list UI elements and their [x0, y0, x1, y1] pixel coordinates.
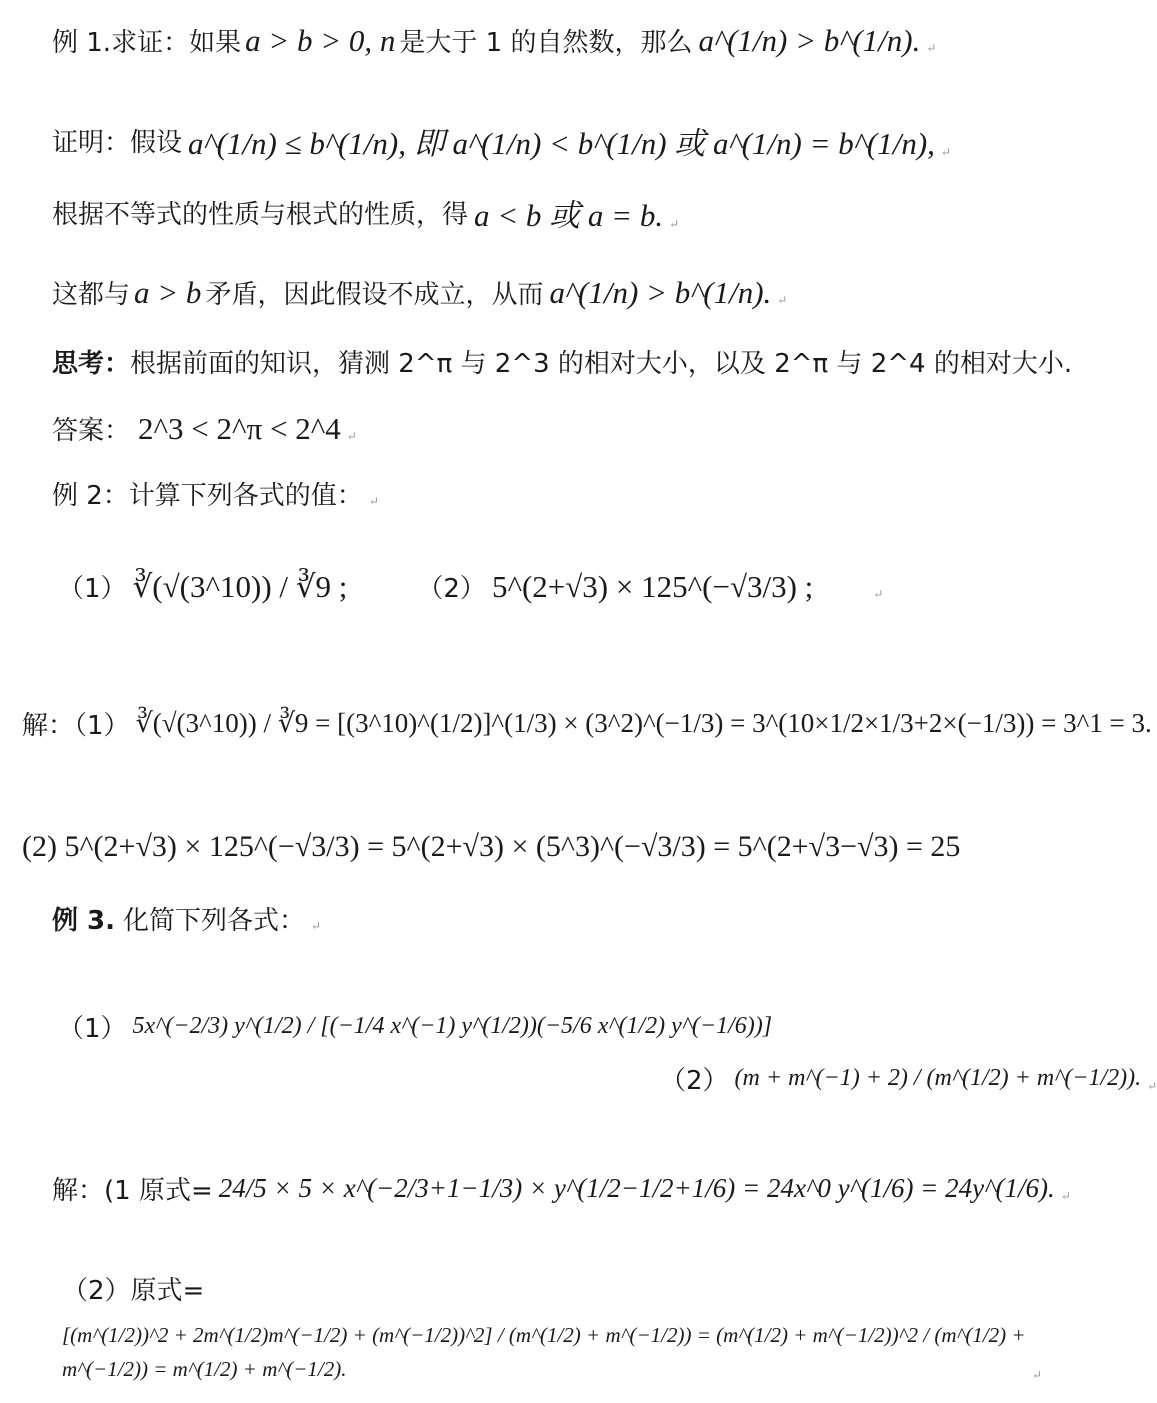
ex2-sol2-expr: (2) 5^(2+√3) × 125^(−√3/3) = 5^(2+√3) × (5^3)^(−√3/3) = 5^(2+√3−√3) = 25 [22, 830, 961, 863]
think-text: 根据前面的知识，猜测 2^π 与 2^3 的相对大小，以及 2^π 与 2^4 的相对大小. [130, 349, 1073, 379]
think-line [52, 343, 1072, 380]
ex2-sol1-label: 解：（1） [22, 711, 130, 741]
answer-math: 2^3 < 2^π < 2^4 [138, 410, 341, 446]
ex2-q2-expr: 5^(2+√3) × 125^(−√3/3) ; [491, 568, 814, 604]
ex2-q1-expr: ∛(√(3^10)) / ∛9 ; [132, 568, 348, 604]
ex3-question-2: （2） (m + m^(−1) + 2) / (m^(1/2) + m^(−1/2)). ↵ [660, 1060, 1157, 1097]
ex1-cond: a > b > 0, n [245, 22, 396, 58]
proof-line-3: 这都与 a > b 矛盾，因此假设不成立，从而 a^(1/n) > b^(1/n). ↵ [52, 274, 788, 310]
ex2-q1-label: （1） [58, 574, 127, 604]
ex2-sol1-expr: ∛(√(3^10)) / ∛9 = [(3^10)^(1/2)]^(1/3) × (3^2)^(−1/3) = 3^(10×1/2×1/3+2×(−1/3)) = 3^1 = 3. [135, 708, 1152, 738]
ex3-sol1-expr: 24/5 × 5 × x^(−2/3+1−1/3) × y^(1/2−1/2+1/6) = 24x^0 y^(1/6) = 24y^(1/6). [218, 1173, 1055, 1203]
proof-line-2: 根据不等式的性质与根式的性质，得 a < b 或 a = b. ↵ [52, 190, 679, 235]
proof-assumption: a^(1/n) ≤ b^(1/n), 即 a^(1/n) < b^(1/n) 或 a^(1/n) = b^(1/n), [188, 126, 935, 161]
ex3-q2-expr: (m + m^(−1) + 2) / (m^(1/2) + m^(−1/2)). [734, 1065, 1142, 1091]
ex3-q1-label: （1） [58, 1014, 127, 1044]
ex1-statement-text: 例 1.求证：如果 [52, 28, 242, 58]
ex3-sol2-label: （2）原式= [62, 1276, 205, 1306]
example-1-statement: 例 1.求证：如果 a > b > 0, n 是大于 1 的自然数，那么 a^(1/n) > b^(1/n). ↵ [52, 22, 937, 58]
proof-line-1: 证明：假设 a^(1/n) ≤ b^(1/n), 即 a^(1/n) < b^(1/n) 或 a^(1/n) = b^(1/n), ↵ [52, 118, 951, 163]
proof-label: 证明：假设 [52, 128, 183, 158]
proof-math-2: a < b 或 a = b. [474, 198, 664, 233]
think-label: 思考： [52, 349, 131, 379]
proof-math-3a: a > b [134, 274, 202, 310]
ex3-questions [58, 1008, 772, 1045]
ex3-title-bold: 例 3. [52, 906, 116, 936]
ex3-sol1-label: 解：(1 原式= [52, 1176, 213, 1206]
ex2-questions: （1） ∛(√(3^10)) / ∛9 ; （2） 5^(2+√3) × 125^(−√3/3) ; ↵ [58, 568, 884, 604]
proof-text-2: 根据不等式的性质与根式的性质，得 [52, 200, 469, 230]
ex3-solution-2-label-line [62, 1270, 204, 1307]
answer-line: 答案： 2^3 < 2^π < 2^4 ↵ [52, 410, 357, 446]
ex3-q2-label: （2） [660, 1066, 729, 1096]
proof-math-3b: a^(1/n) > b^(1/n). [549, 274, 772, 310]
ex1-conclusion: a^(1/n) > b^(1/n). [698, 22, 921, 58]
example-2-title: 例 2：计算下列各式的值： ↵ [52, 475, 379, 512]
example-3-title: 例 3. 化简下列各式： ↵ [52, 900, 321, 937]
answer-label: 答案： [52, 416, 131, 446]
ex3-solution-2: [(m^(1/2))^2 + 2m^(1/2)m^(−1/2) + (m^(−1/2))^2] / (m^(1/2) + m^(−1/2)) = (m^(1/2) + m^(−1/2))^2 / (m^(1/2) + m^(−1/2)) = m^(1/2) + m^(−1/2). ↵ [62, 1318, 1042, 1386]
ex3-sol2-expr: [(m^(1/2))^2 + 2m^(1/2)m^(−1/2) + (m^(−1/2))^2] / (m^(1/2) + m^(−1/2)) = (m^(1/2) + m^(−1/2))^2 / (m^(1/2) + m^(−1/2)) = m^(1/2) + m^(−1/2). [62, 1323, 1026, 1381]
ex2-q2-label: （2） [417, 574, 486, 604]
proof-text-3b: 矛盾，因此假设不成立，从而 [205, 280, 544, 310]
ex2-title-text: 例 2：计算下列各式的值： [52, 481, 363, 511]
ex2-solution-1 [22, 705, 1152, 742]
ex2-solution-2 [22, 830, 960, 864]
proof-text-3: 这都与 [52, 280, 131, 310]
ex3-title-text: 化简下列各式： [123, 906, 306, 936]
ex3-solution-1: 解：(1 原式= 24/5 × 5 × x^(−2/3+1−1/3) × y^(1/2−1/2+1/6) = 24x^0 y^(1/6) = 24y^(1/6). ↵ [52, 1170, 1071, 1207]
ex1-statement-text2: 是大于 1 的自然数，那么 [399, 28, 693, 58]
ex3-q1-expr: 5x^(−2/3) y^(1/2) / [(−1/4 x^(−1) y^(1/2))(−5/6 x^(1/2) y^(−1/6))] [132, 1013, 773, 1039]
